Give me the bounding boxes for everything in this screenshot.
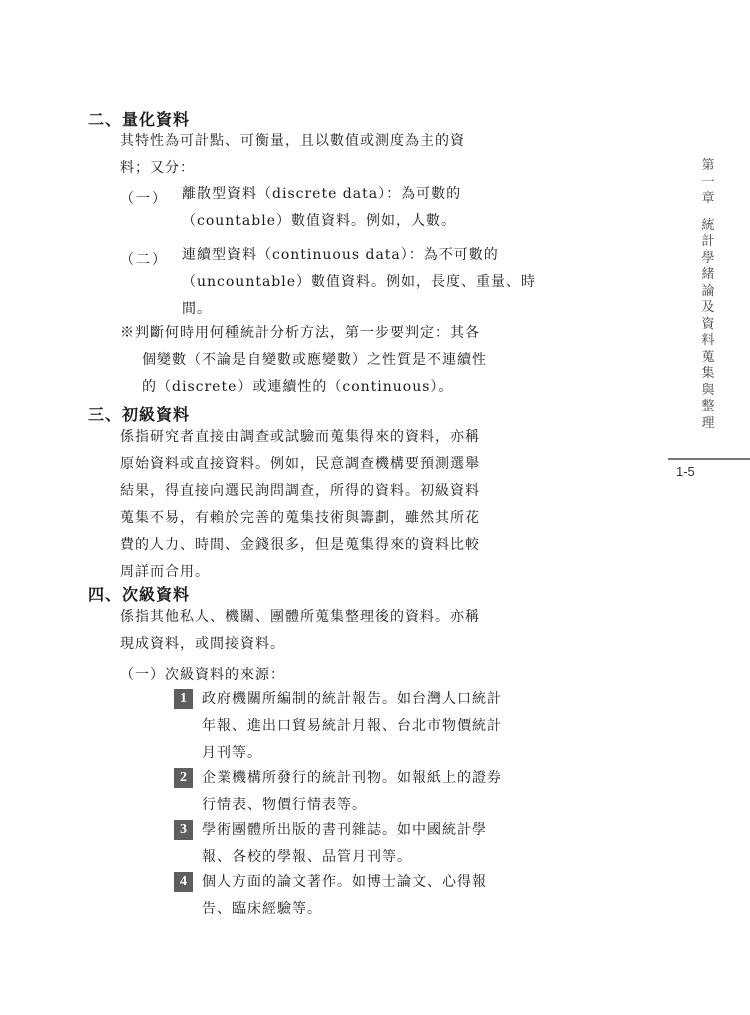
source-item-text: [202, 765, 558, 819]
title-char: 統: [701, 217, 715, 233]
text-line: 連續型資料（continuous data）：為不可數的: [182, 247, 499, 263]
source-item-text: [202, 869, 558, 923]
text-line: 年報、進出口貿易統計月報、台北市物價統計: [202, 718, 502, 734]
title-char: 料: [701, 333, 715, 348]
section-heading-primary: 三、初級資料: [88, 405, 191, 424]
subsection-body-discrete: [182, 181, 554, 235]
page-number: 1-5: [676, 464, 695, 479]
title-char: 整: [701, 399, 715, 414]
text-line: 原始資料或直接資料。例如，民意調查機構要預測選舉: [120, 456, 480, 472]
subsection-body-continuous: [182, 242, 554, 323]
title-char: 與: [701, 382, 715, 398]
text-line: 蒐集不易，有賴於完善的蒐集技術與籌劃，雖然其所花: [120, 510, 480, 526]
section-body-secondary: [120, 604, 560, 658]
title-char: 蒐: [701, 349, 715, 365]
title-char: 集: [701, 366, 715, 381]
chapter-side-tab: [698, 158, 718, 432]
text-line: （countable）數值資料。例如，人數。: [182, 213, 456, 229]
sources-label: （一）次級資料的來源：: [120, 667, 285, 683]
text-line: 月刊等。: [202, 745, 262, 761]
section-body-primary: [120, 424, 560, 586]
title-char: 論: [701, 283, 715, 299]
title-char: 緒: [701, 267, 715, 282]
subsection-label-continuous: （二）: [120, 252, 168, 268]
text-line: 費的人力、時間、金錢很多，但是蒐集得來的資料比較: [120, 537, 480, 553]
subsection-label-discrete: （一）: [120, 191, 168, 207]
note-line: ※判斷何時用何種統計分析方法，第一步要判定：其各: [120, 325, 480, 341]
text-line: 現成資料，或間接資料。: [120, 636, 285, 652]
text-line: 個人方面的論文著作。如博士論文、心得報: [202, 874, 487, 890]
text-line: 周詳而合用。: [120, 564, 210, 580]
text-line: 間。: [182, 301, 212, 317]
source-item-text: [202, 686, 558, 767]
text-line: 其特性為可計點、可衡量，且以數值或測度為主的資: [120, 133, 465, 149]
number-badge: 4: [174, 872, 193, 892]
title-char: 及: [701, 300, 715, 315]
title-char: 理: [701, 415, 715, 431]
section-body-quantitative: [120, 128, 560, 182]
text-line: 報、各校的學報、品管月刊等。: [202, 849, 412, 865]
number-badge: 2: [174, 768, 193, 788]
text-line: 企業機構所發行的統計刊物。如報紙上的證券: [202, 770, 502, 786]
text-line: 告、臨床經驗等。: [202, 901, 322, 917]
text-line: 係指其他私人、機關、團體所蒐集整理後的資料。亦稱: [120, 609, 480, 625]
title-char: 計: [701, 234, 715, 249]
note-line: 的（discrete）或連續性的（continuous）。: [142, 379, 454, 395]
note-block: [120, 320, 560, 401]
text-line: 結果，得直接向選民詢問調查，所得的資料。初級資料: [120, 483, 480, 499]
text-line: 政府機關所編制的統計報告。如台灣人口統計: [202, 691, 502, 707]
text-line: 離散型資料（discrete data）：為可數的: [182, 186, 462, 202]
number-badge: 1: [174, 689, 193, 709]
source-item-text: [202, 817, 558, 871]
text-line: （uncountable）數值資料。例如，長度、重量、時: [182, 274, 537, 290]
section-heading-secondary: 四、次級資料: [88, 585, 191, 604]
title-char: 資: [701, 316, 715, 332]
title-char: 學: [701, 250, 715, 266]
chapter-char: 第: [701, 158, 715, 173]
text-line: 行情表、物價行情表等。: [202, 797, 367, 813]
text-line: 料；又分：: [120, 160, 195, 176]
chapter-char: 一: [701, 174, 715, 190]
text-line: 學術團體所出版的書刊雜誌。如中國統計學: [202, 822, 487, 838]
side-divider: [668, 458, 750, 460]
number-badge: 3: [174, 820, 193, 840]
section-heading-quantitative: 二、量化資料: [88, 110, 191, 129]
chapter-char: 章: [701, 191, 715, 206]
text-line: 係指研究者直接由調查或試驗而蒐集得來的資料，亦稱: [120, 429, 480, 445]
note-line: 個變數（不論是自變數或應變數）之性質是不連續性: [142, 352, 487, 368]
